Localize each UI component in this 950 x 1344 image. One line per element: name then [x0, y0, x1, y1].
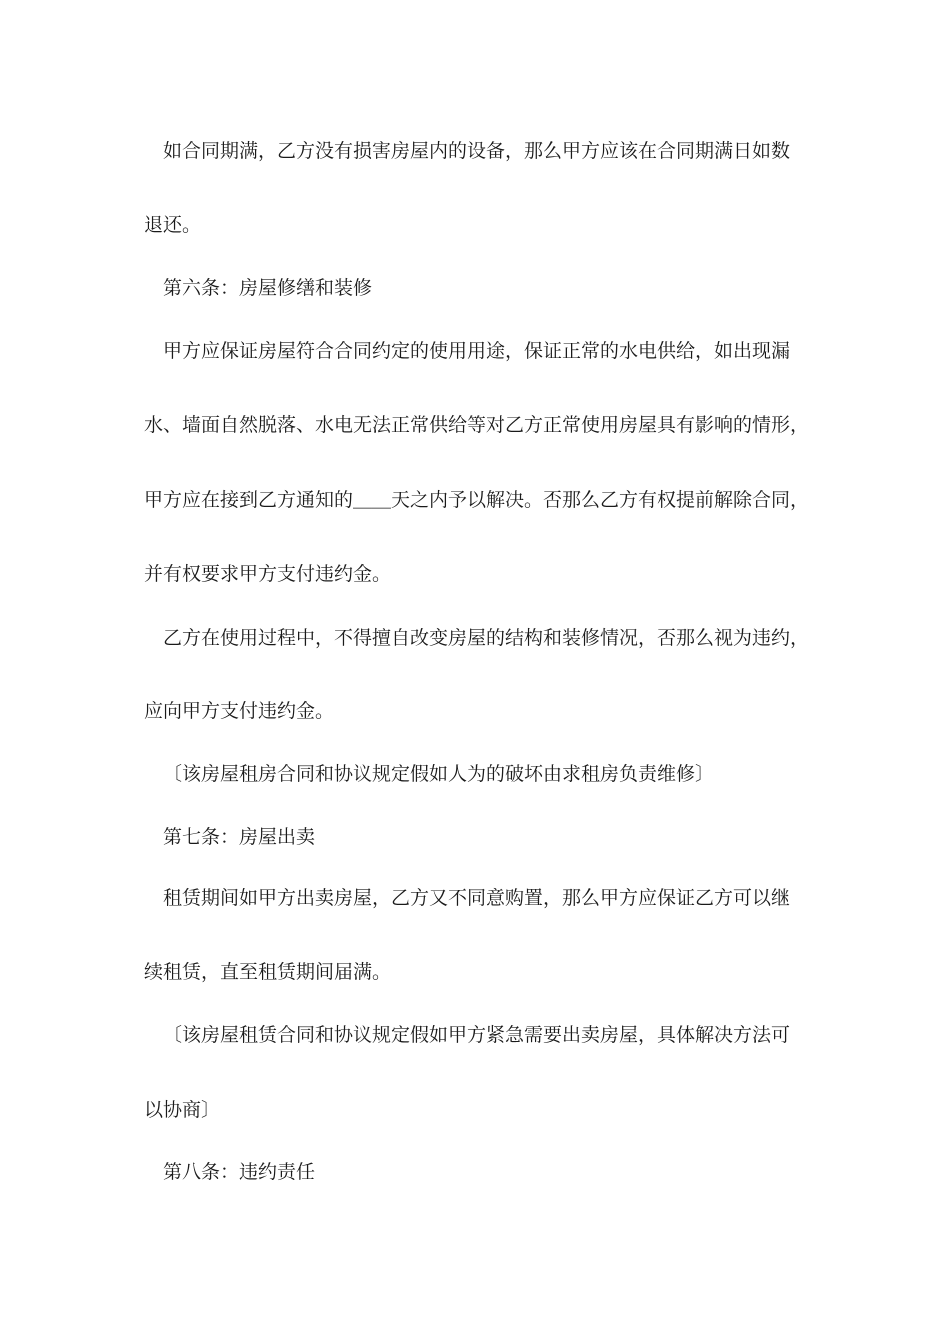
paragraph-deposit-return-line-2: 退还。: [144, 214, 202, 236]
paragraph-repair-line-1: 甲方应保证房屋符合合同约定的使用用途，保证正常的水电供给，如出现漏: [163, 340, 791, 362]
note-urgent-sale-line-1: 〔该房屋租赁合同和协议规定假如甲方紧急需要出卖房屋，具体解决方法可: [163, 1024, 791, 1046]
article-8-heading: 第八条：违约责任: [163, 1161, 316, 1183]
paragraph-sale-line-2: 续租赁，直至租赁期间届满。: [144, 961, 392, 983]
article-7-heading: 第七条：房屋出卖: [163, 826, 316, 848]
paragraph-alteration-line-1: 乙方在使用过程中，不得擅自改变房屋的结构和装修情况，否那么视为违约，: [163, 627, 810, 649]
paragraph-repair-line-3: 甲方应在接到乙方通知的＿＿天之内予以解决。否那么乙方有权提前解除合同，: [144, 489, 810, 511]
paragraph-sale-line-1: 租赁期间如甲方出卖房屋，乙方又不同意购置，那么甲方应保证乙方可以继: [163, 887, 791, 909]
paragraph-repair-line-4: 并有权要求甲方支付违约金。: [144, 563, 392, 585]
note-damage-repair: 〔该房屋租房合同和协议规定假如人为的破坏由求租房负责维修〕: [163, 763, 715, 785]
article-6-heading: 第六条：房屋修缮和装修: [163, 277, 373, 299]
paragraph-deposit-return-line-1: 如合同期满，乙方没有损害房屋内的设备，那么甲方应该在合同期满日如数: [163, 140, 791, 162]
paragraph-repair-line-2: 水、墙面自然脱落、水电无法正常供给等对乙方正常使用房屋具有影响的情形，: [144, 414, 810, 436]
note-urgent-sale-line-2: 以协商〕: [144, 1099, 221, 1121]
paragraph-alteration-line-2: 应向甲方支付违约金。: [144, 700, 335, 722]
